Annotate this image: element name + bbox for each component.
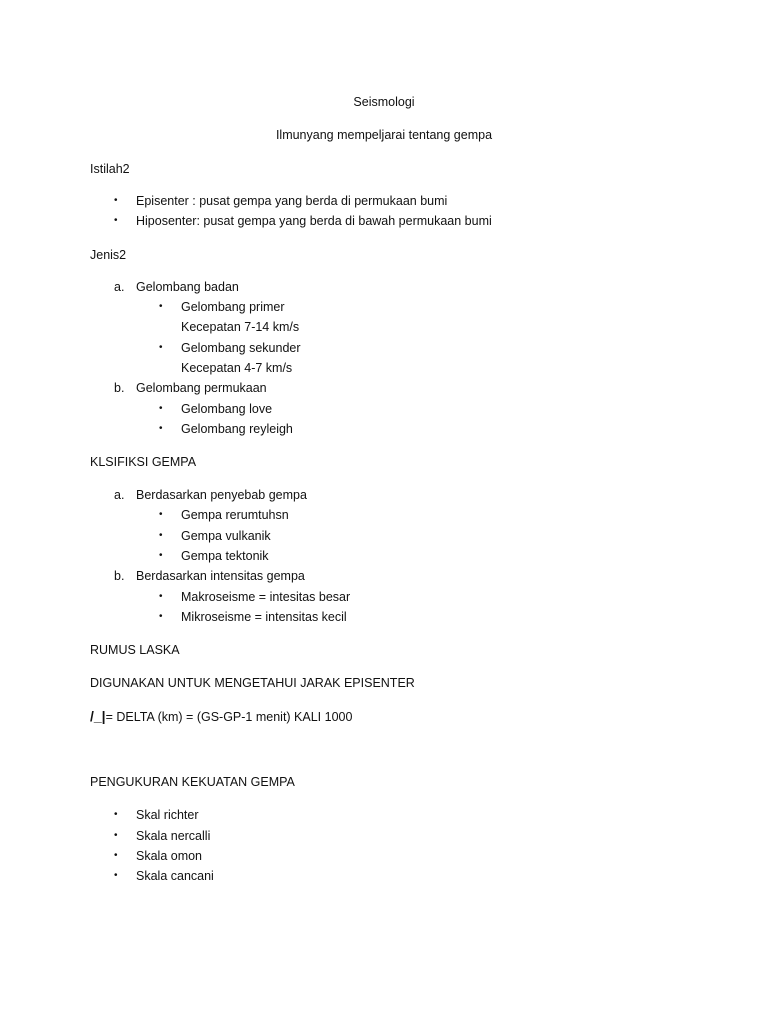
jenis-b-label: Gelombang permukaan [136, 381, 267, 395]
rumus-heading: RUMUS LASKA [90, 643, 180, 657]
gempa-type: Gempa vulkanik [181, 529, 271, 543]
wave-name: Gelombang love [181, 402, 273, 416]
bullet-icon: • [114, 830, 118, 841]
wave-name: Gelombang sekunder [181, 341, 301, 355]
wave-speed: Kecepatan 4-7 km/s [181, 361, 293, 375]
list-marker: a. [114, 280, 125, 294]
scale-item: Skala omon [136, 849, 203, 863]
jenis-heading: Jenis2 [90, 248, 127, 262]
bullet-icon: • [114, 850, 118, 861]
bullet-icon: • [159, 509, 163, 520]
document-subtitle: Ilmunyang mempeljarai tentang gempa [275, 128, 493, 142]
istilah-item: Episenter : pusat gempa yang berda di permukaan bumi [136, 194, 448, 208]
bullet-icon: • [114, 195, 118, 206]
scale-item: Skala cancani [136, 869, 214, 883]
bullet-icon: • [159, 423, 163, 434]
istilah-item: Hiposenter: pusat gempa yang berda di bawah permukaan bumi [136, 214, 492, 228]
intensity-item: Makroseisme = intesitas besar [181, 590, 351, 604]
list-marker: a. [114, 488, 125, 502]
wave-name: Gelombang primer [181, 300, 285, 314]
istilah-heading: Istilah2 [90, 162, 130, 176]
rumus-formula [90, 708, 352, 725]
list-marker: b. [114, 569, 125, 583]
bullet-icon: • [159, 403, 163, 414]
wave-name: Gelombang reyleigh [181, 422, 293, 436]
klasifikasi-heading: KLSIFIKSI GEMPA [90, 455, 197, 469]
bullet-icon: • [159, 611, 163, 622]
bullet-icon: • [114, 809, 118, 820]
jenis-a-label: Gelombang badan [136, 280, 239, 294]
document-title: Seismologi [353, 95, 415, 109]
bullet-icon: • [159, 591, 163, 602]
intensity-item: Mikroseisme = intensitas kecil [181, 610, 347, 624]
pengukuran-heading: PENGUKURAN KEKUATAN GEMPA [90, 775, 295, 789]
scale-item: Skala nercalli [136, 829, 211, 843]
bullet-icon: • [159, 301, 163, 312]
bullet-icon: • [114, 215, 118, 226]
delta-symbol: /_| [90, 708, 106, 724]
bullet-icon: • [159, 342, 163, 353]
list-marker: b. [114, 381, 125, 395]
bullet-icon: • [159, 550, 163, 561]
wave-speed: Kecepatan 7-14 km/s [181, 320, 300, 334]
klasifikasi-a-label: Berdasarkan penyebab gempa [136, 488, 307, 502]
bullet-icon: • [114, 870, 118, 881]
gempa-type: Gempa rerumtuhsn [181, 508, 289, 522]
formula-text: = DELTA (km) = (GS-GP-1 menit) KALI 1000 [105, 710, 353, 724]
klasifikasi-b-label: Berdasarkan intensitas gempa [136, 569, 305, 583]
gempa-type: Gempa tektonik [181, 549, 269, 563]
scale-item: Skal richter [136, 808, 199, 822]
bullet-icon: • [159, 530, 163, 541]
rumus-purpose: DIGUNAKAN UNTUK MENGETAHUI JARAK EPISENTER [90, 676, 415, 690]
